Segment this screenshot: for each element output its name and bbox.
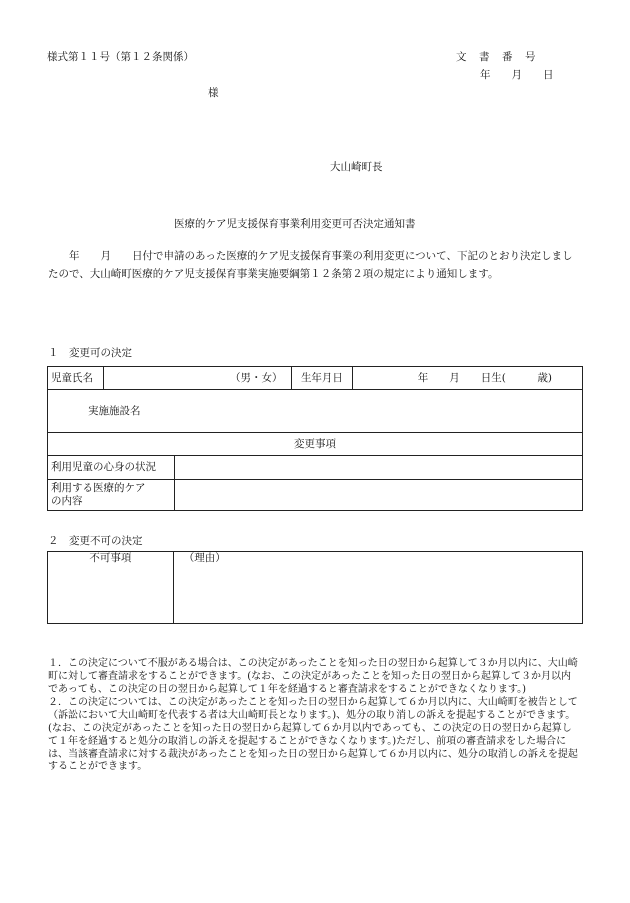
note-item: １．この決定について不服がある場合は、この決定があったことを知った日の翌日から起算して３か月以内に、大山崎町に対して審査請求をすることができます。(なお、この決定があったことを知った日の翌日から起算して３か月以内であっても、この決定の日の翌日から起算して１年を経過すると審査請求をすることができなくなります。) [48, 658, 578, 695]
medical-care-label-line1: 利用する医療的ケア [51, 482, 146, 494]
addressee-suffix: 様 [208, 87, 219, 99]
page-title: 医療的ケア児支援保育事業利用変更可否決定通知書 [174, 218, 416, 230]
issuer-name: 大山崎町長 [330, 161, 383, 173]
medical-care-label-line2: の内容 [51, 495, 83, 507]
reason-label: （理由） [173, 552, 582, 624]
child-name-label: 児童氏名 [48, 367, 104, 390]
medical-care-cell [174, 480, 582, 511]
medical-care-label [48, 480, 175, 511]
body-paragraph: 年 月 日付で申請のあった医療的ケア児支援保育事業の利用変更について、下記のとおり決定しましたので、大山崎町医療的ケア児支援保育事業実施要綱第１２条第２項の規定により通知します。 [48, 250, 573, 280]
facility-name-label: 実施施設名 [48, 390, 583, 433]
issue-date-label: 年 月 日 [480, 69, 554, 81]
child-name-cell [103, 367, 291, 390]
child-condition-cell [174, 456, 582, 480]
form-number: 様式第１１号（第１２条関係） [47, 51, 194, 63]
note-item: ２．この決定については、この決定があったことを知った日の翌日から起算して６か月以内に、大山崎町を被告として（訴訟において大山崎町を代表する者は大山崎町長となります。)、処分の取り消しの訴えを提起することができます。(なお、この決定があったことを知った日の翌日から起算して６か月以内であっても、この決定の日の翌日から起算して１年を経過すると処分の取消しの訴えを提起することができなくなります。)ただし、前項の審査請求をした場合には、当該審査請求に対する裁決があったことを知った日の翌日から起算して６か月以内に、処分の取消しの訴えを提起することができます。 [48, 697, 578, 773]
document-number-label: 文 書 番 号 [456, 51, 537, 63]
notes-section [48, 658, 580, 775]
gender-options: （男・女） [230, 371, 283, 384]
approval-table [47, 366, 583, 511]
dob-value: 年 月 日生( 歳) [353, 367, 583, 390]
change-items-header: 変更事項 [48, 433, 583, 456]
dob-label: 生年月日 [291, 367, 353, 390]
section1-heading: １ 変更可の決定 [48, 347, 132, 359]
rejection-table [47, 551, 583, 624]
not-allowed-label: 不可事項 [48, 552, 174, 624]
section2-heading: ２ 変更不可の決定 [48, 535, 143, 547]
child-condition-label: 利用児童の心身の状況 [48, 456, 175, 480]
